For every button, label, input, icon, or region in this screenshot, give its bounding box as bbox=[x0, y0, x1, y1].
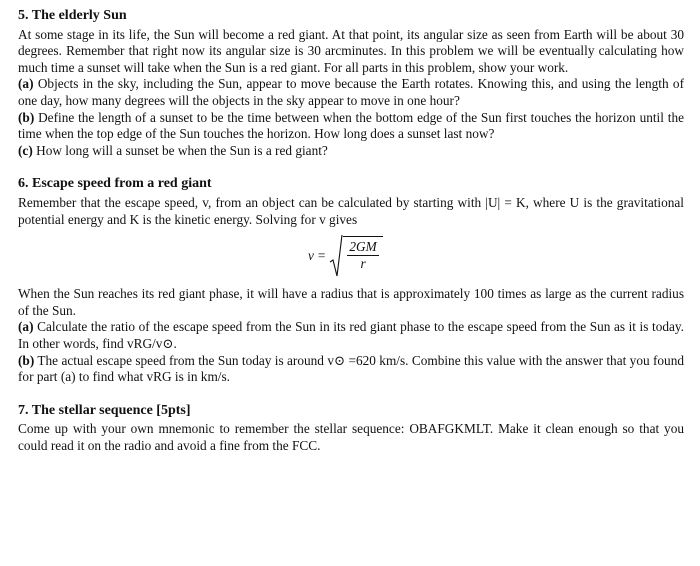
part-b-text: Define the length of a sunset to be the time between when the bottom edge of the Sun first touches the horizon until the time when the top edge of the Sun touches the horizon. How long does a sunset last now? bbox=[18, 109, 684, 142]
part-a-text: Objects in the sky, including the Sun, appear to move because the Earth rotates. Knowing this, and using the length of one day, how many degrees will the objects in the sky appear to move in one hour? bbox=[18, 76, 684, 108]
part-a-label: (a) bbox=[18, 76, 34, 92]
part-a-text: Calculate the ratio of the escape speed from the Sun in its red giant phase to the escape speed from the Sun as it is today. In other words, find vRG/v⊙. bbox=[18, 319, 684, 351]
section-5-part-b bbox=[18, 110, 684, 143]
section-6-intro: Remember that the escape speed, v, from an object can be calculated by starting with |U| = K, where U is the gravitational potential energy and K is the kinetic energy. Solving for v gives bbox=[18, 194, 684, 227]
escape-speed-formula bbox=[308, 234, 684, 278]
part-b-label: (b) bbox=[18, 109, 35, 125]
section-6-part-a bbox=[18, 319, 684, 352]
part-c-label: (c) bbox=[18, 142, 33, 158]
section-7-text: Come up with your own mnemonic to remember the stellar sequence: OBAFGKMLT. Make it clean enough so that you could read it on the radio and avoid a fine from the FCC. bbox=[18, 421, 684, 453]
section-5-title: 5. The elderly Sun bbox=[18, 8, 127, 23]
formula-numerator: 2GM bbox=[349, 239, 377, 255]
section-5-part-c bbox=[18, 143, 684, 160]
formula-sqrt bbox=[329, 234, 382, 278]
section-5-part-a bbox=[18, 76, 684, 109]
formula-fraction bbox=[343, 236, 382, 278]
sqrt-icon bbox=[329, 234, 343, 278]
formula-denominator: r bbox=[360, 256, 366, 272]
part-c-text: How long will a sunset be when the Sun is a red giant? bbox=[36, 142, 328, 158]
part-b-text: The actual escape speed from the Sun today is around v⊙ =620 km/s. Combine this value with the answer that you found for part (a) to find what vRG is in km/s. bbox=[18, 352, 685, 385]
formula-equals: = bbox=[317, 247, 326, 263]
section-5-intro: At some stage in its life, the Sun will become a red giant. At that point, its angular size as seen from Earth will be about 30 degrees. Remember that right now its angular size is 30 arcminutes. In this problem we will be eventually calculating how much time a sunset will take when the Sun is a red giant. For all parts in this problem, show your work. bbox=[18, 26, 684, 75]
section-6-after: When the Sun reaches its red giant phase, it will have a radius that is approximately 100 times as large as the current radius of the Sun. bbox=[18, 286, 684, 318]
section-7-title: 7. The stellar sequence [5pts] bbox=[18, 402, 191, 418]
part-b-label: (b) bbox=[18, 352, 35, 368]
part-a-label: (a) bbox=[18, 319, 34, 335]
formula-lhs: v bbox=[308, 247, 314, 263]
section-6-part-b bbox=[18, 353, 684, 386]
section-6-title: 6. Escape speed from a red giant bbox=[18, 176, 212, 192]
